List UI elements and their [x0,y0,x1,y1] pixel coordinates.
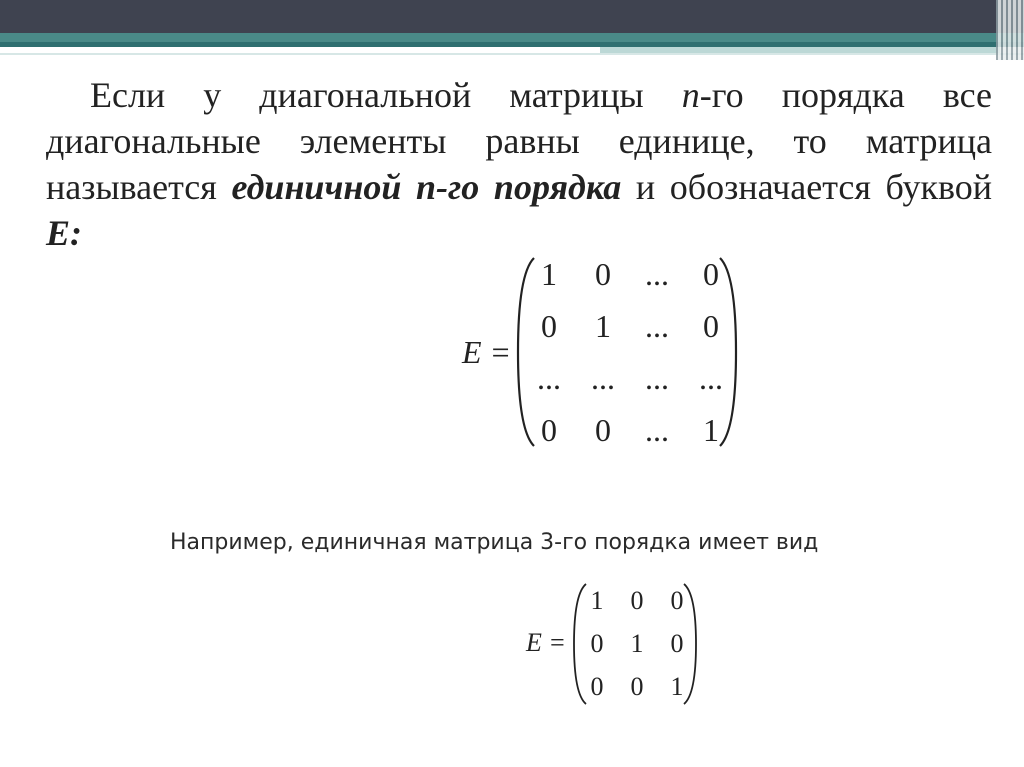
example-caption: Например, единичная матрица 3-го порядка имеет вид [170,530,819,555]
paragraph-colon: : [70,213,83,253]
matrix-cell: 0 [670,586,684,615]
matrix-cell: 0 [703,256,719,292]
matrix-lhs-label: E = [526,628,566,657]
matrix-cell: 0 [541,412,557,448]
matrix-lhs [526,628,566,658]
matrix-cell: 0 [630,586,644,615]
paragraph-text: Если у диагональной матрицы [90,75,682,115]
letter-e: E [46,213,71,253]
order-n: n [681,75,700,115]
header-stripes [996,0,1024,60]
matrix-cell: 1 [595,308,611,344]
matrix-cell: 0 [541,308,557,344]
matrix-cell: ... [645,308,669,344]
header-band-dark [0,0,1024,33]
matrix-cell: 0 [703,308,719,344]
matrix-cell: 1 [630,629,644,658]
matrix-lhs-label: E = [462,334,512,370]
matrix-cell: 1 [670,672,684,701]
matrix-cell: ... [591,360,615,396]
header-band-teal [0,33,1024,42]
right-parenthesis [716,254,740,450]
matrix-cell: 1 [590,586,604,615]
matrix-cell: 0 [630,672,644,701]
matrix-cell: ... [537,360,561,396]
matrix-cell: ... [645,412,669,448]
definition-paragraph [46,72,992,256]
paragraph-text: и обозначается буквой [621,167,992,207]
matrix-cell: ... [645,256,669,292]
header-rule [0,53,1024,55]
paragraph-text: -го порядка все диагональные элементы равны единице, то матрица называется [46,75,993,207]
matrix-cell: 0 [590,629,604,658]
matrix-cell: ... [699,360,723,396]
matrix-cell: 0 [595,256,611,292]
matrix-cell: 1 [703,412,719,448]
matrix-lhs [462,334,511,371]
matrix-cell: 0 [590,672,604,701]
matrix-cell: ... [645,360,669,396]
left-parenthesis [570,580,590,708]
matrix-cell: 0 [595,412,611,448]
matrix-cell: 0 [670,629,684,658]
identity-term: единичной n-го порядка [231,167,622,207]
right-parenthesis [680,580,700,708]
left-parenthesis [514,254,538,450]
matrix-cell: 1 [541,256,557,292]
